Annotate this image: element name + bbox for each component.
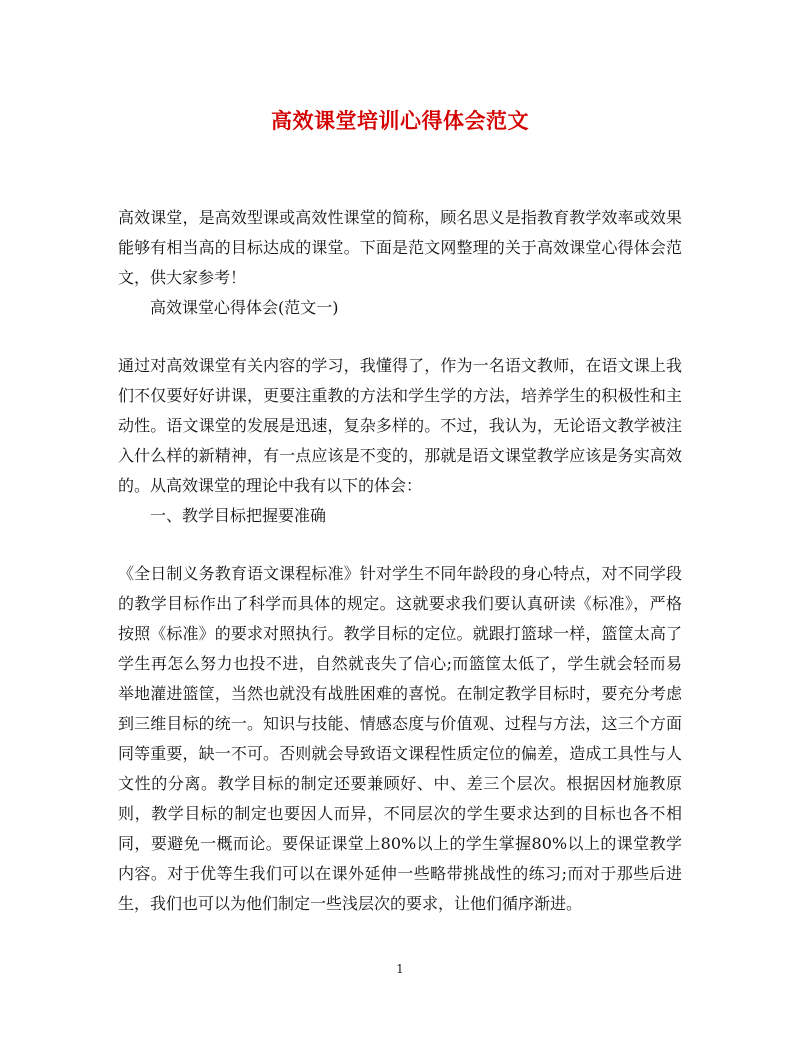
body-paragraph-1: 通过对高效课堂有关内容的学习，我懂得了，作为一名语文教师，在语文课上我们不仅要好好讲课，更要注重教的方法和学生学的方法，培养学生的积极性和主动性。语文课堂的发展是迅速，复杂多样的。不过，我认为，无论语文教学被注入什么样的新精神，有一点应该是不变的，那就是语文课堂教学应该是务实高效的。从高效课堂的理论中我有以下的体会： <box>118 356 682 495</box>
spacer <box>118 323 682 351</box>
subheading-1: 一、教学目标把握要准确 <box>150 506 327 525</box>
document-title: 高效课堂培训心得体会范文 <box>271 108 529 133</box>
document-body <box>118 203 682 919</box>
section-title: 高效课堂心得体会(范文一) <box>150 298 339 317</box>
body-paragraph-2: 《全日制义务教育语文课程标准》针对学生不同年龄段的身心特点，对不同学段的教学目标作出了科学而具体的规定。这就要求我们要认真研读《标准》，严格按照《标准》的要求对照执行。教学目标的定位。就跟打篮球一样，篮筐太高了学生再怎么努力也投不进，自然就丧失了信心;而篮筐太低了，学生就会轻而易举地灌进篮筐，当然也就没有战胜困难的喜悦。在制定教学目标时，要充分考虑到三维目标的统一。知识与技能、情感态度与价值观、过程与方法，这三个方面同等重要，缺一不可。否则就会导致语文课程性质定位的偏差，造成工具性与人文性的分离。教学目标的制定还要兼顾好、中、差三个层次。根据因材施教原则，教学目标的制定也要因人而异，不同层次的学生要求达到的目标也各不相同，要避免一概而论。要保证课堂上80%以上的学生掌握80%以上的课堂教学内容。对于优等生我们可以在课外延伸一些略带挑战性的练习;而对于那些后进生，我们也可以为他们制定一些浅层次的要求，让他们循序渐进。 <box>118 564 682 913</box>
spacer <box>118 531 682 559</box>
page-number: 1 <box>396 962 404 976</box>
intro-paragraph: 高效课堂，是高效型课或高效性课堂的简称，顾名思义是指教育教学效率或效果能够有相当高的目标达成的课堂。下面是范文网整理的关于高效课堂心得体会范文，供大家参考！ <box>118 208 682 287</box>
